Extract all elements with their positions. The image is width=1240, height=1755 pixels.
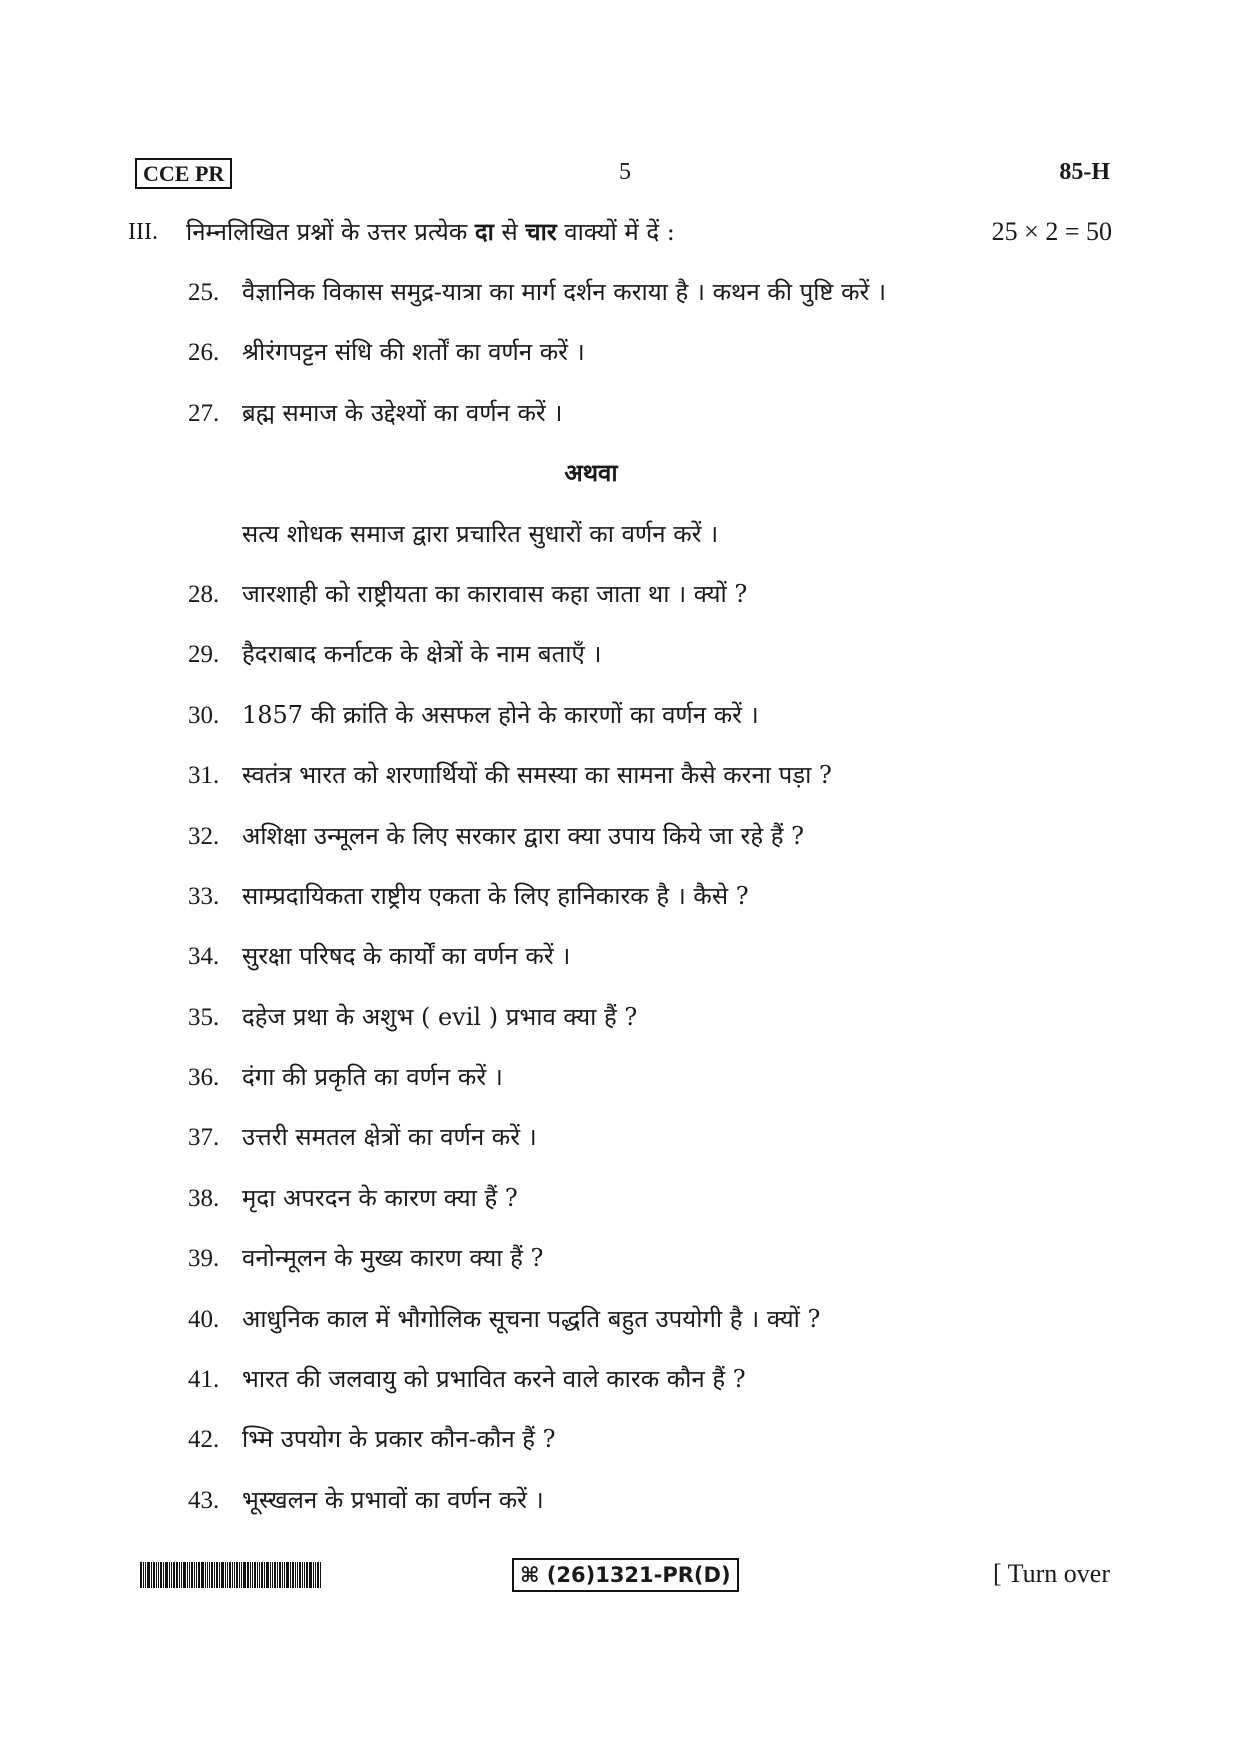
or-label: अथवा bbox=[564, 458, 618, 488]
question-number: 31. bbox=[188, 762, 220, 790]
question-text: वनोन्मूलन के मुख्य कारण क्या हैं ? bbox=[242, 1244, 544, 1273]
question-item bbox=[188, 876, 1068, 936]
question-number: 42. bbox=[188, 1426, 220, 1454]
question-item bbox=[188, 1238, 1068, 1298]
barcode-icon bbox=[140, 1562, 385, 1588]
question-item bbox=[188, 1359, 1068, 1419]
section-heading bbox=[128, 214, 1112, 250]
question-item bbox=[188, 1299, 1068, 1359]
question-item bbox=[188, 755, 1068, 815]
question-item bbox=[188, 695, 1068, 755]
question-number: 34. bbox=[188, 943, 220, 971]
question-text: भ्मि उपयोग के प्रकार कौन-कौन हैं ? bbox=[242, 1425, 556, 1454]
question-number: 35. bbox=[188, 1003, 220, 1031]
question-text: सुरक्षा परिषद के कार्यों का वर्णन करें । bbox=[242, 942, 571, 971]
question-text: उत्तरी समतल क्षेत्रों का वर्णन करें । bbox=[242, 1123, 537, 1152]
or-divider bbox=[188, 453, 1068, 513]
turn-over-note: [ Turn over bbox=[992, 1559, 1110, 1588]
question-item bbox=[188, 393, 1068, 453]
question-item bbox=[188, 272, 1068, 332]
page-header bbox=[135, 158, 1110, 194]
question-item bbox=[188, 1178, 1068, 1238]
question-number: 33. bbox=[188, 882, 220, 910]
section-marks: 25 × 2 = 50 bbox=[991, 217, 1112, 246]
question-text: दंगा की प्रकृति का वर्णन करें । bbox=[242, 1063, 503, 1092]
question-text: अशिक्षा उन्मूलन के लिए सरकार द्वारा क्या उपाय किये जा रहे हैं ? bbox=[242, 821, 804, 850]
page-number: 5 bbox=[619, 159, 631, 185]
question-text: भूस्खलन के प्रभावों का वर्णन करें । bbox=[242, 1485, 544, 1514]
page-footer bbox=[140, 1558, 1110, 1598]
question-number: 40. bbox=[188, 1305, 220, 1333]
question-text: ब्रह्म समाज के उद्देश्यों का वर्णन करें । bbox=[242, 398, 563, 427]
question-number: 25. bbox=[188, 279, 220, 306]
section-number: III. bbox=[128, 219, 158, 245]
question-item bbox=[188, 997, 1068, 1057]
question-text: सत्य शोधक समाज द्वारा प्रचारित सुधारों का वर्णन करें । bbox=[242, 519, 719, 548]
question-number: 39. bbox=[188, 1245, 220, 1273]
question-number: 32. bbox=[188, 822, 220, 850]
question-item bbox=[188, 574, 1068, 634]
question-number: 29. bbox=[188, 641, 220, 669]
question-list bbox=[188, 272, 1068, 1540]
question-text: आधुनिक काल में भौगोलिक सूचना पद्धति बहुत उपयोगी है । क्यों ? bbox=[242, 1304, 821, 1333]
question-number: 37. bbox=[188, 1124, 220, 1152]
question-number: 28. bbox=[188, 580, 220, 608]
question-item bbox=[188, 1419, 1068, 1479]
question-text: दहेज प्रथा के अशुभ ( evil ) प्रभाव क्या हैं ? bbox=[242, 1002, 638, 1031]
exam-code-box: CCE PR bbox=[135, 158, 232, 189]
paper-code: 85-H bbox=[1059, 159, 1110, 185]
question-text: श्रीरंगपट्टन संधि की शर्तों का वर्णन करें । bbox=[242, 338, 585, 367]
question-text: जारशाही को राष्ट्रीयता का कारावास कहा जाता था । क्यों ? bbox=[242, 579, 748, 608]
question-item bbox=[188, 1480, 1068, 1540]
question-text: वैज्ञानिक विकास समुद्र-यात्रा का मार्ग दर्शन कराया है । कथन की पुष्टि करें । bbox=[242, 278, 887, 306]
question-number: 43. bbox=[188, 1486, 220, 1514]
question-text: भारत की जलवायु को प्रभावित करने वाले कारक कौन हैं ? bbox=[242, 1365, 746, 1394]
question-number: 41. bbox=[188, 1366, 220, 1394]
question-item bbox=[188, 936, 1068, 996]
question-item bbox=[188, 332, 1068, 392]
question-item bbox=[188, 816, 1068, 876]
question-number: 36. bbox=[188, 1064, 220, 1092]
question-text: हैदराबाद कर्नाटक के क्षेत्रों के नाम बताएँ । bbox=[242, 640, 602, 669]
alternative-question bbox=[188, 514, 1068, 574]
question-number: 38. bbox=[188, 1184, 220, 1212]
question-item bbox=[188, 1057, 1068, 1117]
question-item bbox=[188, 1117, 1068, 1177]
question-text: 1857 की क्रांति के असफल होने के कारणों का वर्णन करें । bbox=[242, 700, 759, 729]
footer-paper-code: ⌘ (26)1321-PR(D) bbox=[512, 1558, 739, 1592]
question-text: स्वतंत्र भारत को शरणार्थियों की समस्या का सामना कैसे करना पड़ा ? bbox=[242, 761, 832, 790]
question-item bbox=[188, 634, 1068, 694]
question-text: मृदा अपरदन के कारण क्या हैं ? bbox=[242, 1183, 518, 1212]
question-number: 27. bbox=[188, 399, 220, 427]
question-number: 26. bbox=[188, 339, 220, 367]
question-text: साम्प्रदायिकता राष्ट्रीय एकता के लिए हानिकारक है । कैसे ? bbox=[242, 881, 749, 910]
section-instruction: निम्नलिखित प्रश्नों के उत्तर प्रत्येक दा से चार वाक्यों में दें : bbox=[186, 217, 675, 246]
question-number: 30. bbox=[188, 701, 220, 729]
